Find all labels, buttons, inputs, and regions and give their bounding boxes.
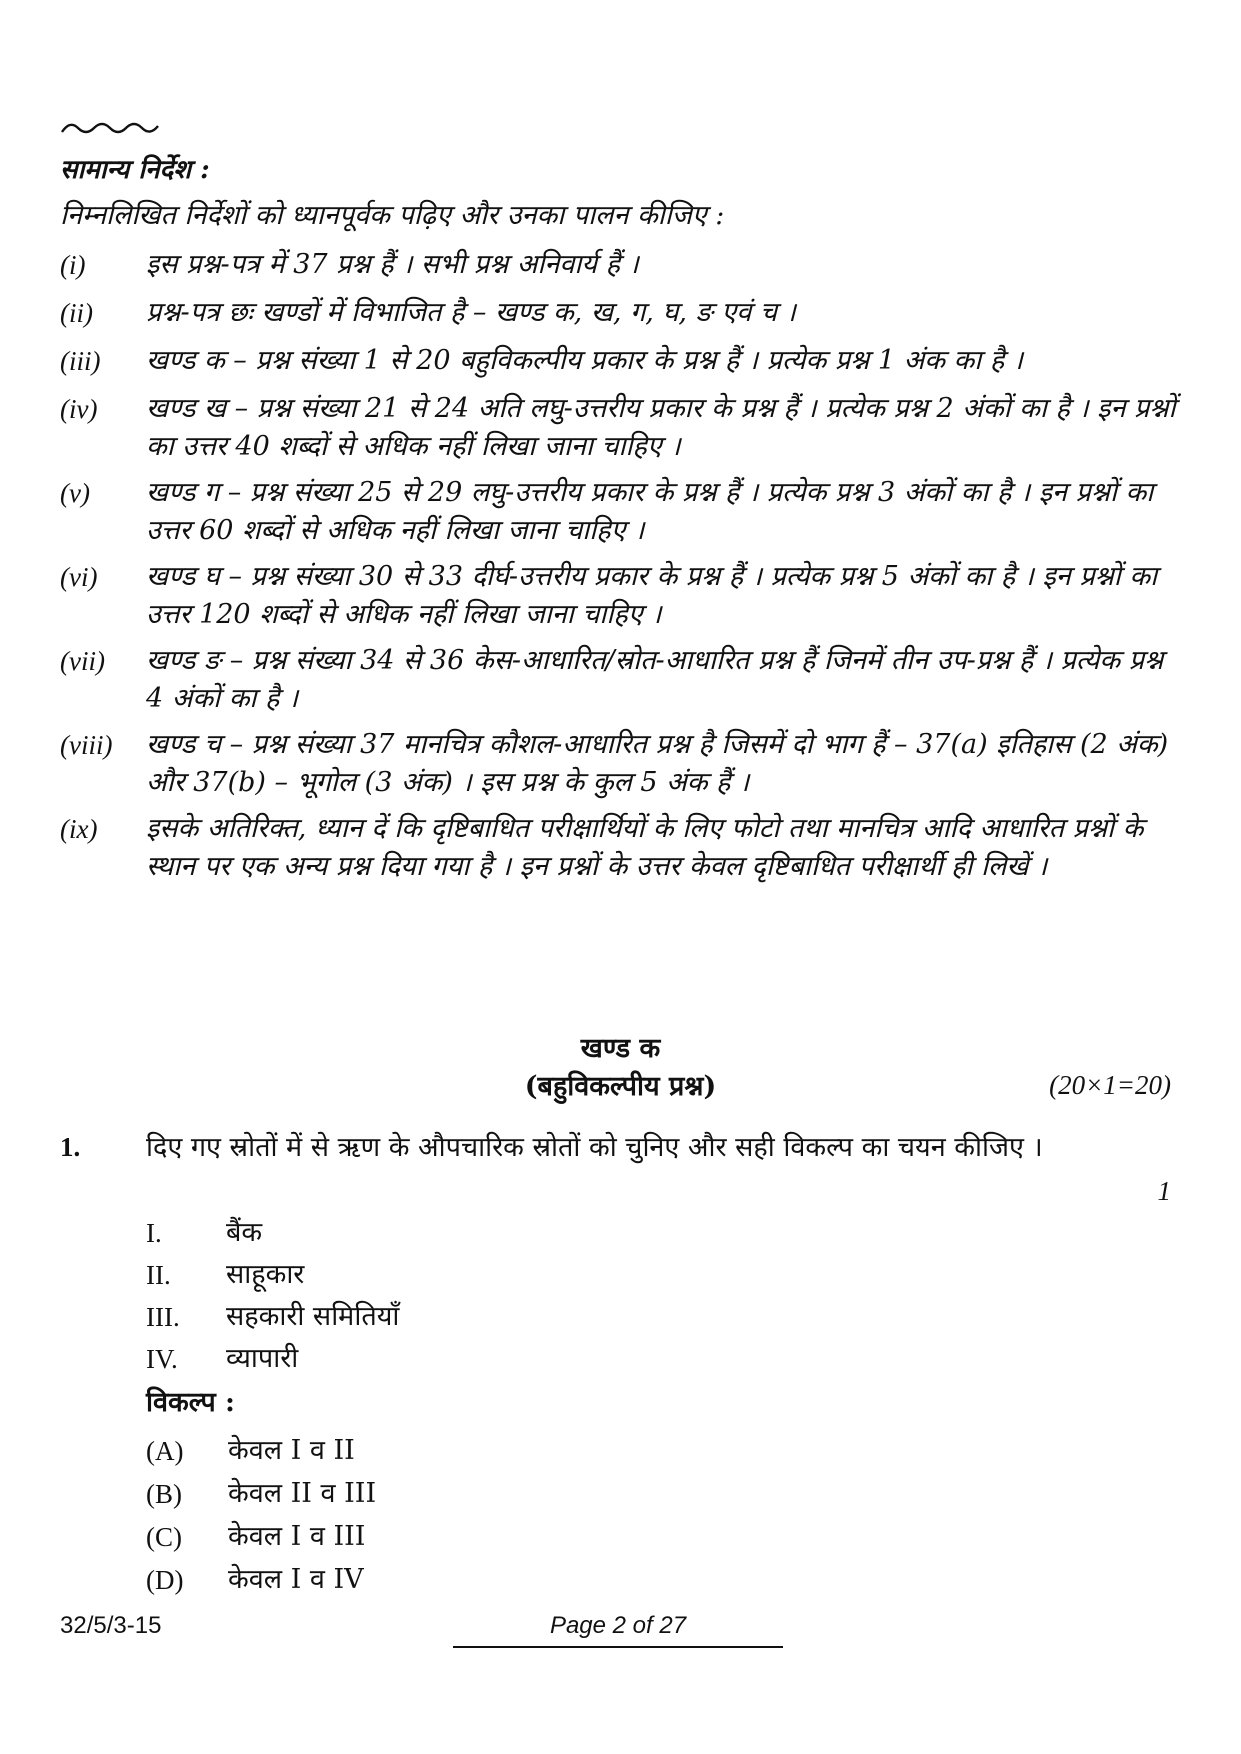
instruction-number: (viii)	[60, 730, 113, 760]
instruction-text: इस प्रश्न-पत्र में 37 प्रश्न हैं । सभी प्रश्न अनिवार्य हैं ।	[146, 249, 639, 280]
option-label: (C)	[146, 1522, 182, 1552]
options-title: विकल्प :	[146, 1387, 236, 1418]
instruction-text: खण्ड ग – प्रश्न संख्या 25 से 29 लघु-उत्तरीय प्रकार के प्रश्न हैं । प्रत्येक प्रश्न 3 अंकों का है । इन प्रश्नों का उत्तर 60 शब्दों से अधिक नहीं लिखा जाना चाहिए ।	[146, 477, 1154, 546]
source-text: व्यापारी	[226, 1343, 299, 1374]
source-label: I.	[146, 1218, 162, 1248]
section-title: खण्ड क	[580, 1033, 661, 1064]
instruction-text: प्रश्न-पत्र छः खण्डों में विभाजित है – खण्ड क, ख, ग, घ, ङ एवं च ।	[146, 297, 796, 328]
instruction-number: (vii)	[60, 646, 105, 676]
option-label: (B)	[146, 1479, 182, 1509]
option-text: केवल I व II	[228, 1435, 355, 1466]
paper-code: 32/5/3-15	[60, 1612, 162, 1639]
question-text: दिए गए स्रोतों में से ऋण के औपचारिक स्रोतों को चुनिए और सही विकल्प का चयन कीजिए ।	[146, 1132, 1043, 1163]
source-text: सहकारी समितियाँ	[226, 1301, 400, 1332]
instruction-number: (ix)	[60, 814, 98, 844]
question-marks: 1	[1157, 1176, 1171, 1206]
option-label: (A)	[146, 1436, 184, 1466]
question-number: 1.	[60, 1132, 81, 1162]
source-label: II.	[146, 1260, 171, 1290]
instructions-title: सामान्य निर्देश :	[60, 155, 210, 185]
footer-rule	[453, 1646, 783, 1648]
instruction-text: खण्ड ङ – प्रश्न संख्या 34 से 36 केस-आधारित/स्रोत-आधारित प्रश्न हैं जिनमें तीन उप-प्रश्न हैं । प्रत्येक प्रश्न 4 अंकों का है ।	[146, 645, 1164, 714]
instruction-text: खण्ड ख – प्रश्न संख्या 21 से 24 अति लघु-उत्तरीय प्रकार के प्रश्न हैं । प्रत्येक प्रश्न 2 अंकों का है । इन प्रश्नों का उत्तर 40 शब्दों से अधिक नहीं लिखा जाना चाहिए ।	[146, 393, 1176, 462]
instruction-text: खण्ड च – प्रश्न संख्या 37 मानचित्र कौशल-आधारित प्रश्न है जिसमें दो भाग हैं – 37(a) इतिहास (2 अंक) और 37(b) – भूगोल (3 अंक) । इस प्रश्न के कुल 5 अंक हैं ।	[146, 729, 1169, 798]
instruction-text: खण्ड घ – प्रश्न संख्या 30 से 33 दीर्घ-उत्तरीय प्रकार के प्रश्न हैं । प्रत्येक प्रश्न 5 अंकों का है । इन प्रश्नों का उत्तर 120 शब्दों से अधिक नहीं लिखा जाना चाहिए ।	[146, 561, 1158, 630]
option-text: केवल I व IV	[228, 1564, 364, 1595]
instruction-number: (vi)	[60, 562, 98, 592]
section-subtitle: (बहुविकल्पीय प्रश्न)	[524, 1071, 717, 1102]
option-text: केवल I व III	[228, 1521, 366, 1552]
instruction-text: इसके अतिरिक्त, ध्यान दें कि दृष्टिबाधित परीक्षार्थियों के लिए फोटो तथा मानचित्र आदि आधारित प्रश्नों के स्थान पर एक अन्य प्रश्न दिया गया है । इन प्रश्नों के उत्तर केवल दृष्टिबाधित परीक्षार्थी ही लिखें ।	[146, 813, 1144, 882]
option-text: केवल II व III	[228, 1478, 377, 1509]
source-text: साहूकार	[226, 1259, 305, 1290]
section-marks: (20×1=20)	[1049, 1070, 1171, 1100]
instruction-number: (iv)	[60, 394, 98, 424]
instructions-intro: निम्नलिखित निर्देशों को ध्यानपूर्वक पढ़िए और उनका पालन कीजिए :	[60, 200, 725, 231]
instruction-text: खण्ड क – प्रश्न संख्या 1 से 20 बहुविकल्पीय प्रकार के प्रश्न हैं । प्रत्येक प्रश्न 1 अंक का है ।	[146, 345, 1024, 376]
instruction-number: (v)	[60, 478, 90, 508]
source-label: IV.	[146, 1344, 178, 1374]
squiggle-ornament	[60, 116, 160, 140]
option-label: (D)	[146, 1565, 184, 1595]
instruction-number: (i)	[60, 250, 86, 280]
source-label: III.	[146, 1302, 180, 1332]
page-number: Page 2 of 27	[549, 1612, 687, 1639]
instruction-number: (iii)	[60, 346, 101, 376]
source-text: बैंक	[226, 1217, 263, 1248]
instruction-number: (ii)	[60, 298, 93, 328]
